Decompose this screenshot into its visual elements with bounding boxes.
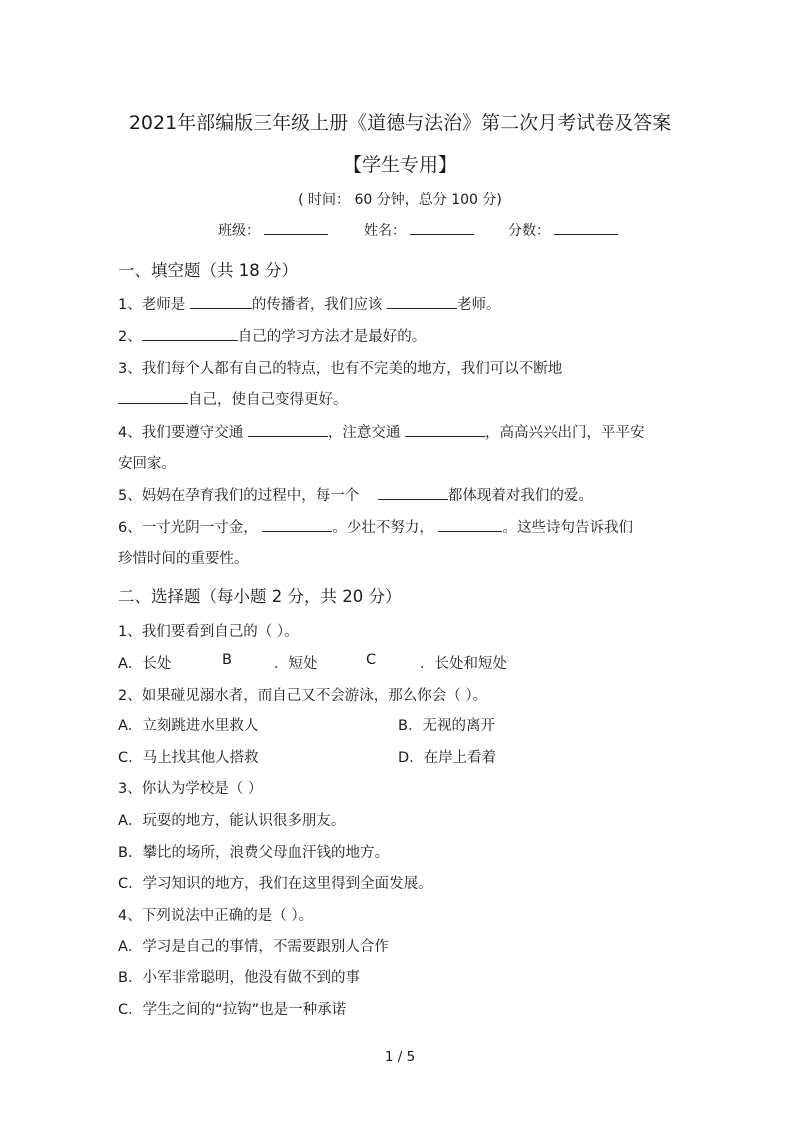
choice-question-4: 4、下列说法中正确的是（ ）。: [118, 908, 314, 924]
fill-question-4-cont: 安回家。: [118, 456, 176, 472]
q2-option-b[interactable]: B．无视的离开: [398, 718, 495, 734]
score-label: 分数：: [508, 223, 550, 239]
q1-text-c: 老师。: [456, 297, 501, 313]
q6-text-c: 。这些诗句告诉我们: [502, 520, 633, 536]
q6-text-a: 6、一寸光阴一寸金，: [118, 520, 258, 536]
q3-option-c[interactable]: C．学习知识的地方，我们在这里得到全面发展。: [118, 876, 433, 892]
q5-blank[interactable]: [378, 498, 448, 500]
q5-text-b: 都体现着对我们的爱。: [447, 488, 593, 504]
section-1-heading: 一、填空题（共 18 分）: [118, 261, 298, 280]
q6-text-b: 。少壮不努力，: [332, 520, 434, 536]
choice-question-3: 3、你认为学校是（ ）: [118, 781, 263, 797]
name-field[interactable]: [364, 220, 474, 240]
q4-option-a[interactable]: A．学习是自己的事情，不需要跟别人合作: [118, 939, 389, 955]
fill-question-6: [118, 516, 633, 537]
q1-option-a[interactable]: A．长处: [118, 656, 172, 672]
q2-blank[interactable]: [142, 339, 238, 341]
q4-blank-1[interactable]: [248, 435, 328, 437]
q4-option-b[interactable]: B．小军非常聪明，他没有做不到的事: [118, 970, 360, 986]
q4-text-a: 4、我们要遵守交通: [118, 425, 244, 441]
name-blank[interactable]: [410, 233, 474, 235]
q1-option-b-text[interactable]: ．短处: [274, 656, 318, 672]
choice-question-2: 2、如果碰见溺水者，而自己又不会游泳，那么你会（ ）。: [118, 688, 488, 704]
q2-option-a[interactable]: A．立刻跳进水里救人: [118, 718, 259, 734]
exam-title: 2021年部编版三年级上册《道德与法治》第二次月考试卷及答案: [128, 112, 672, 134]
fill-question-2: [118, 325, 426, 346]
page-number: 1 / 5: [384, 1049, 416, 1065]
q1-option-b-letter[interactable]: B: [222, 652, 232, 668]
class-blank[interactable]: [264, 233, 328, 235]
q4-text-c: ，高高兴兴出门，平平安: [484, 425, 645, 441]
class-label: 班级：: [218, 223, 260, 239]
choice-question-1: 1、我们要看到自己的（ ）。: [118, 624, 299, 640]
q2-text-b: 自己的学习方法才是最好的。: [237, 329, 427, 345]
q4-text-b: ，注意交通: [327, 425, 401, 441]
q4-blank-2[interactable]: [405, 435, 485, 437]
score-blank[interactable]: [554, 233, 618, 235]
fill-question-3: 3、我们每个人都有自己的特点，也有不完美的地方，我们可以不断地: [118, 361, 563, 377]
q5-text-a: 5、妈妈在孕育我们的过程中，每一个: [118, 488, 360, 504]
fill-question-5: [118, 484, 593, 505]
q2-option-d[interactable]: D．在岸上看着: [398, 750, 497, 766]
q6-blank-2[interactable]: [438, 530, 502, 532]
class-field[interactable]: [218, 220, 328, 240]
q2-text-a: 2、: [118, 329, 142, 345]
q1-text-a: 1、老师是: [118, 297, 186, 313]
fill-question-6-cont: 珍惜时间的重要性。: [118, 551, 249, 567]
q1-option-c-text[interactable]: ．长处和短处: [420, 656, 507, 672]
q3-option-a[interactable]: A．玩耍的地方，能认识很多朋友。: [118, 813, 346, 829]
q1-blank-2[interactable]: [387, 307, 457, 309]
fill-question-1: [118, 293, 500, 314]
fill-question-4: [118, 421, 644, 442]
q4-option-c[interactable]: C．学生之间的“拉钩”也是一种承诺: [118, 1002, 347, 1018]
q1-blank-1[interactable]: [190, 307, 252, 309]
section-2-heading: 二、选择题（每小题 2 分，共 20 分）: [118, 587, 402, 606]
q2-option-c[interactable]: C．马上找其他人搭救: [118, 750, 259, 766]
q1-option-c-letter[interactable]: C: [366, 652, 377, 668]
exam-subtitle: 【学生专用】: [342, 154, 457, 176]
q1-text-b: 的传播者，我们应该: [251, 297, 383, 313]
time-info: ( 时间： 60 分钟，总分 100 分): [298, 192, 502, 208]
score-field[interactable]: [508, 220, 618, 240]
q3-text-b: 自己，使自己变得更好。: [188, 392, 348, 408]
fill-question-3-cont: [118, 388, 348, 409]
q6-blank-1[interactable]: [262, 530, 332, 532]
name-label: 姓名：: [364, 223, 406, 239]
q3-blank[interactable]: [118, 402, 188, 404]
q3-option-b[interactable]: B．攀比的场所，浪费父母血汗钱的地方。: [118, 845, 389, 861]
